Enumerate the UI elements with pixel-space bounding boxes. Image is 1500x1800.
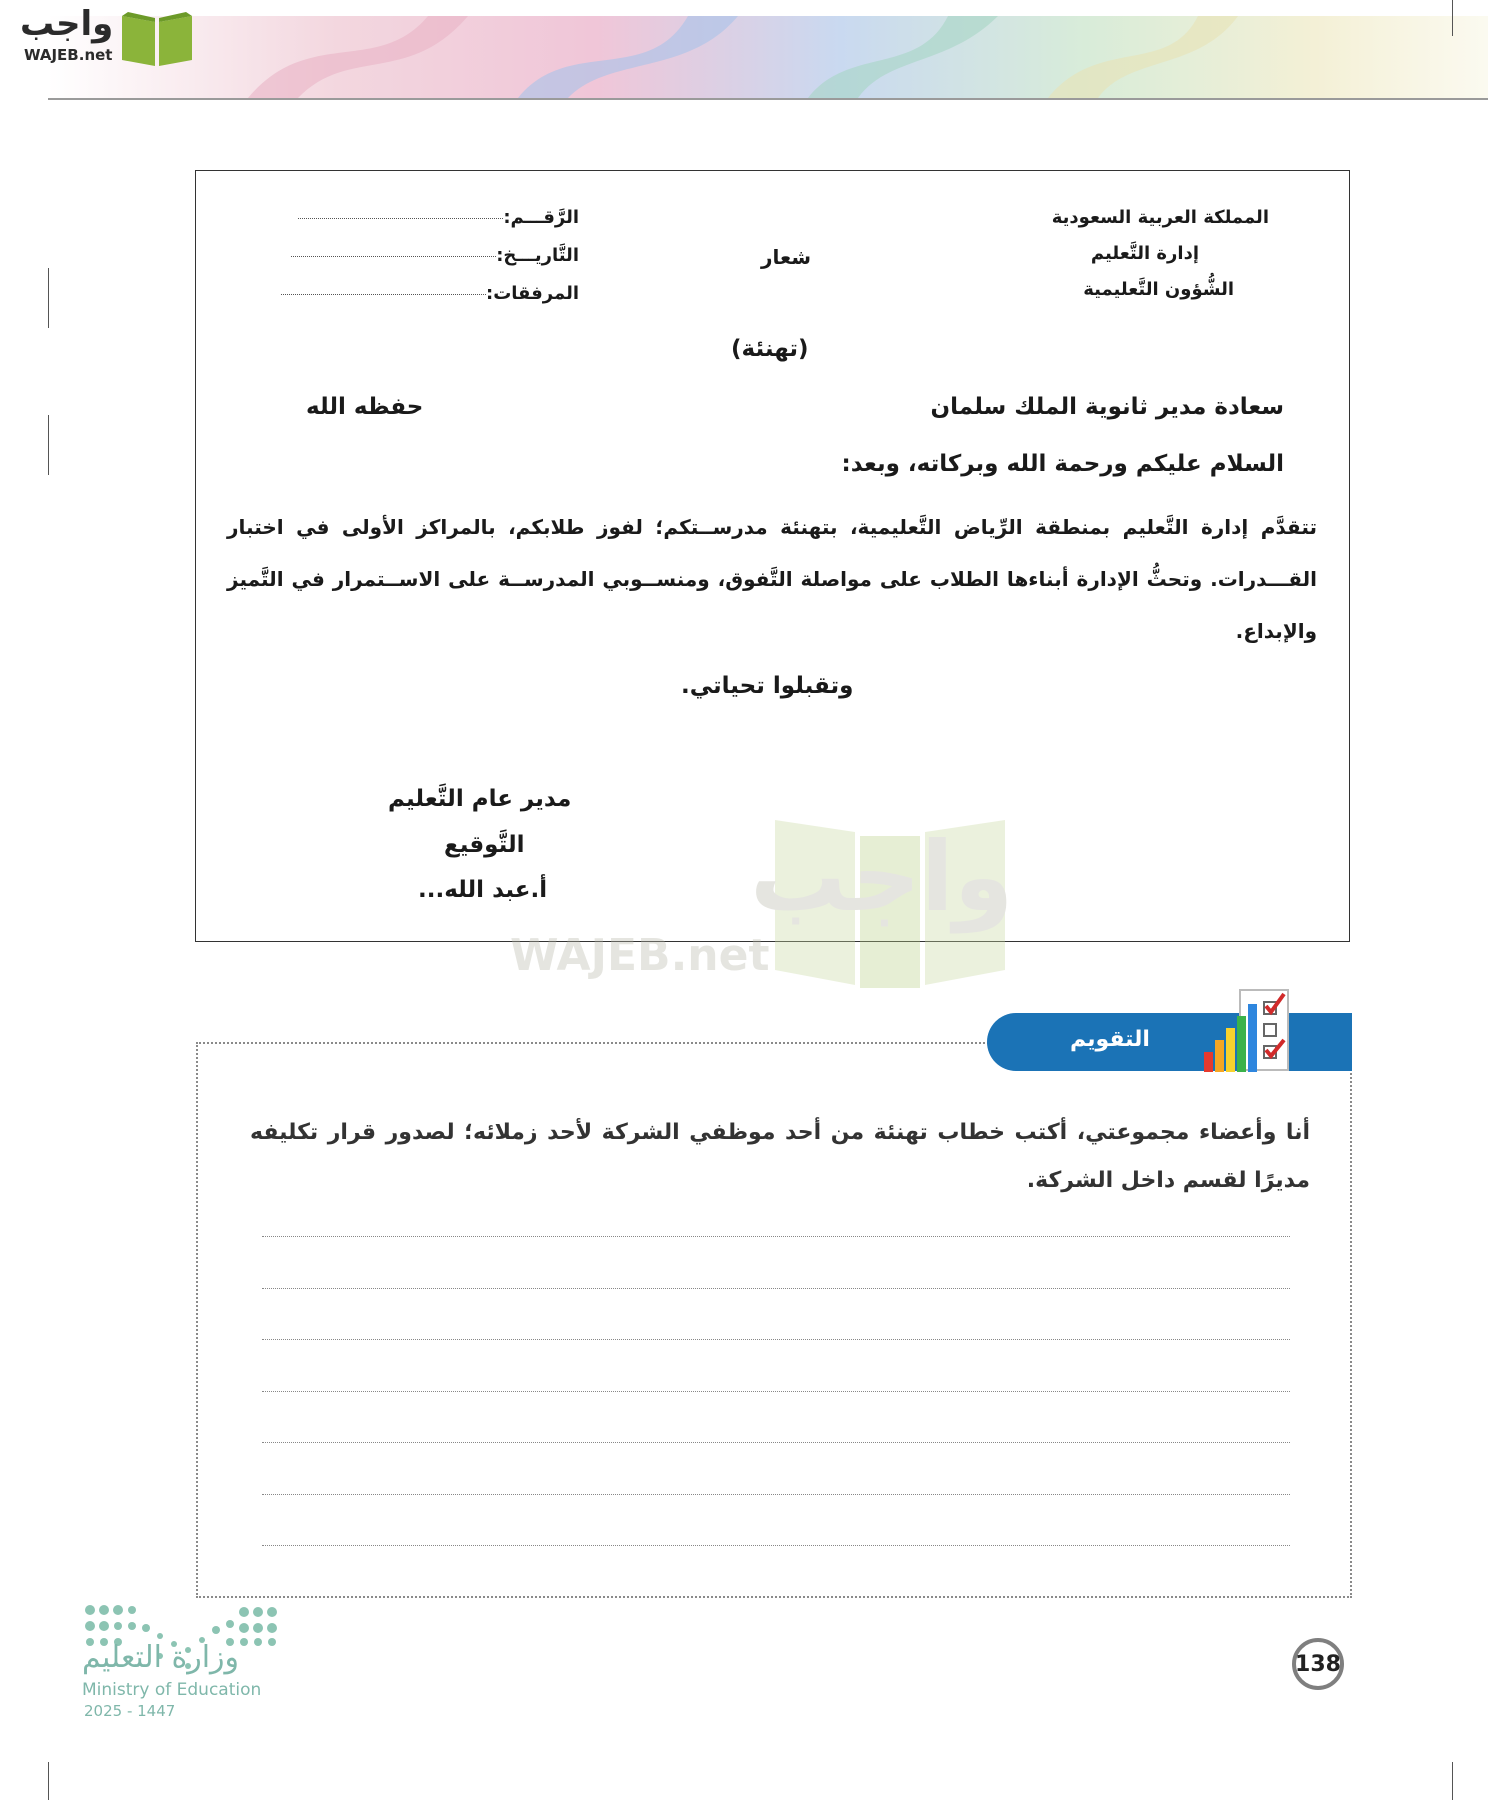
letter-org-affairs: الشُّؤون التَّعليمية <box>1083 279 1234 300</box>
letter-body: تتقدَّم إدارة التَّعليم بمنطقة الرِّياض التَّعليمية، بتهنئة مدرســتكم؛ لفوز طلابكم، بالمراكز الأولى في اختبار القـــدرات. وتحثُّ الإدارة أبناءها الطلاب على مواصلة التَّفوق، ومنســوبي المدرســة على الاســتمرار في التَّميز والإبداع. <box>227 515 1317 643</box>
wajeb-watermark <box>500 810 1020 990</box>
book-icon <box>118 10 196 68</box>
header-banner <box>48 16 1488 98</box>
letter-blessing: حفظه الله <box>306 394 424 420</box>
fill-line <box>281 293 486 295</box>
fill-line <box>291 255 496 257</box>
evaluation-title: التقويم <box>1070 1027 1150 1052</box>
ministry-name-arabic: وزارة التعليم <box>82 1640 240 1675</box>
answer-line[interactable] <box>262 1442 1290 1443</box>
ministry-year: 2025 - 1447 <box>84 1702 176 1720</box>
meta-date-label: التَّاريـــخ: <box>496 245 579 266</box>
answer-line[interactable] <box>262 1339 1290 1340</box>
signature-title: مدير عام التَّعليم <box>388 786 572 812</box>
answer-line[interactable] <box>262 1236 1290 1237</box>
answer-line[interactable] <box>262 1545 1290 1546</box>
signature-label: التَّوقيع <box>444 832 525 858</box>
crop-mark <box>1452 1762 1453 1800</box>
letter-logo-placeholder: شعار <box>761 245 811 269</box>
ministry-name-english: Ministry of Education <box>82 1680 262 1700</box>
letter-meta-date <box>285 245 579 266</box>
letter-meta-number <box>292 207 579 228</box>
wajeb-logo-latin: WAJEB.net <box>24 46 113 64</box>
answer-line[interactable] <box>262 1391 1290 1392</box>
wajeb-logo <box>10 4 190 68</box>
page-number: 138 <box>1292 1638 1344 1690</box>
crop-mark <box>48 415 49 475</box>
evaluation-question: أنا وأعضاء مجموعتي، أكتب خطاب تهنئة من أحد موظفي الشركة لأحد زملائه؛ لصدور قرار تكليفه مديرًا لقسم داخل الشركة. <box>250 1120 1310 1193</box>
signature-name: أ.عبد الله... <box>418 877 548 903</box>
meta-number-label: الرَّقـــم: <box>503 207 579 228</box>
fill-line <box>298 217 503 219</box>
letter-addressee: سعادة مدير ثانوية الملك سلمان <box>930 394 1284 420</box>
meta-attachments-label: المرفقات: <box>486 283 579 304</box>
watermark-latin: WAJEB.net <box>510 930 770 981</box>
banner-divider <box>48 98 1488 100</box>
checklist-chart-icon <box>1200 982 1296 1078</box>
letter-meta-attachments <box>275 283 579 304</box>
letter-org-country: المملكة العربية السعودية <box>1051 207 1269 228</box>
crop-mark <box>48 268 49 328</box>
answer-line[interactable] <box>262 1288 1290 1289</box>
letter-closing: وتقبلوا تحياتي. <box>681 673 854 699</box>
letter-subject: (تهنئة) <box>731 336 809 362</box>
watermark-arabic: واجب <box>750 821 1014 933</box>
crop-mark <box>48 1762 49 1800</box>
letter-greeting: السلام عليكم ورحمة الله وبركاته، وبعد: <box>841 451 1284 477</box>
crop-mark <box>1452 0 1453 36</box>
answer-line[interactable] <box>262 1494 1290 1495</box>
wajeb-logo-arabic: واجب <box>20 4 114 44</box>
letter-org-department: إدارة التَّعليم <box>1090 243 1199 264</box>
